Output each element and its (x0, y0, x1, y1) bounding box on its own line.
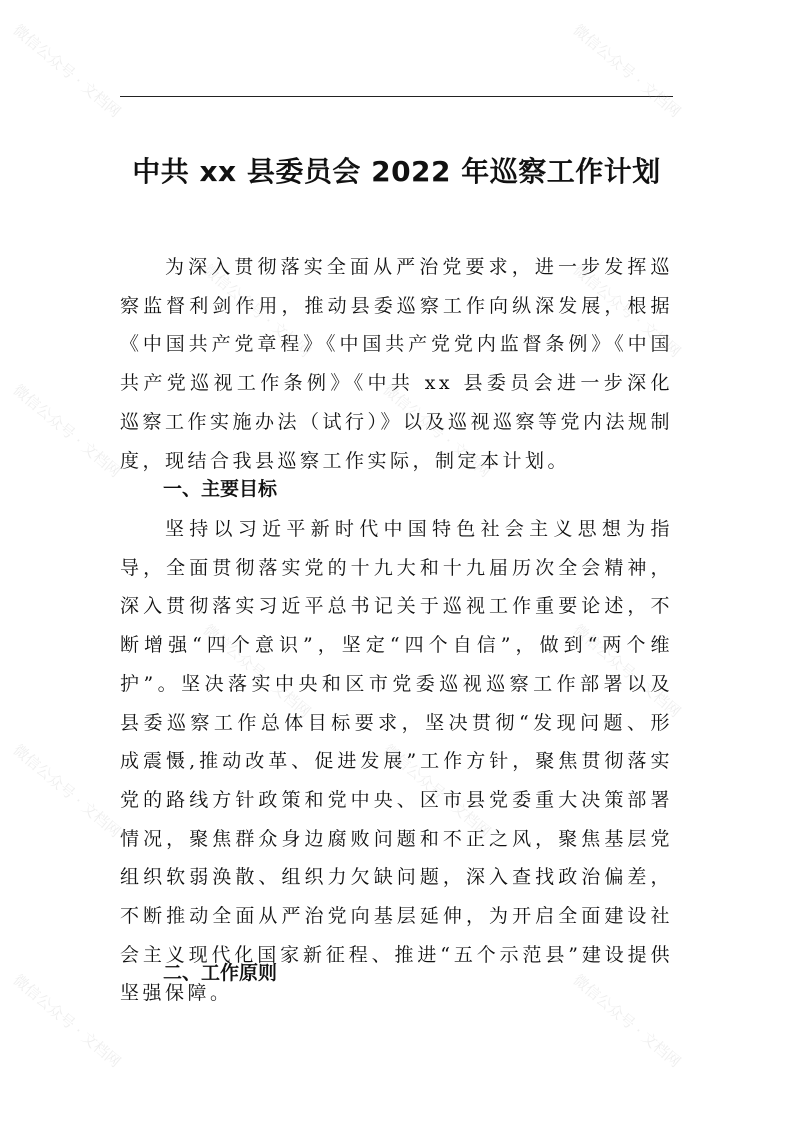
watermark-text: 微信公众号 · 文档网 (569, 620, 685, 721)
watermark-text: 微信公众号 · 文档网 (569, 970, 685, 1071)
document-title: 中共 xx 县委员会 2022 年巡察工作计划 (132, 155, 661, 188)
intro-paragraph: 为深入贯彻落实全面从严治党要求，进一步发挥巡察监督利剑作用，推动县委巡察工作向纵深发展，根据《中国共产党章程》《中国共产党党内监督条例》《中国共产党巡视工作条例》《中共 xx 县委员会进一步深化巡察工作实施办法（试行）》以及巡视巡察等党内法规制度，现结合我县巡察工作实际，制定本计划。 (120, 256, 674, 472)
watermark-text: 微信公众号 · 文档网 (9, 380, 125, 481)
watermark-text: 微信公众号 · 文档网 (199, 620, 315, 721)
watermark-text: 微信公众号 · 文档网 (9, 20, 125, 121)
section-heading-goals: 一、主要目标 (163, 478, 278, 500)
watermark-text: 微信公众号 · 文档网 (569, 260, 685, 361)
watermark-text: 微信公众号 · 文档网 (9, 740, 125, 841)
goals-paragraph: 坚持以习近平新时代中国特色社会主义思想为指导，全面贯彻落实党的十九大和十九届历次全会精神，深入贯彻落实习近平总书记关于巡视工作重要论述，不断增强“四个意识”，坚定“四个自信”，做到“两个维护”。坚决落实中央和区市党委巡视巡察工作部署以及县委巡察工作总体目标要求，坚决贯彻“发现问题、形成震慑,推动改革、促进发展”工作方针，聚焦贯彻落实党的路线方针政策和党中央、区市县党委重大决策部署情况，聚焦群众身边腐败问题和不正之风，聚焦基层党组织软弱涣散、组织力欠缺问题，深入查找政治偏差，不断推动全面从严治党向基层延伸，为开启全面建设社会主义现代化国家新征程、推进“五个示范县”建设提供坚强保障。 (120, 518, 673, 1005)
watermark-text: 微信公众号 · 文档网 (379, 740, 495, 841)
header-rule (120, 96, 673, 97)
watermark-text: 微信公众号 · 文档网 (199, 260, 315, 361)
section-heading-principles: 二、工作原则 (163, 962, 278, 984)
watermark-text: 微信公众号 · 文档网 (9, 970, 125, 1071)
watermark-text: 微信公众号 · 文档网 (379, 380, 495, 481)
watermark-text: 微信公众号 · 文档网 (569, 20, 685, 121)
